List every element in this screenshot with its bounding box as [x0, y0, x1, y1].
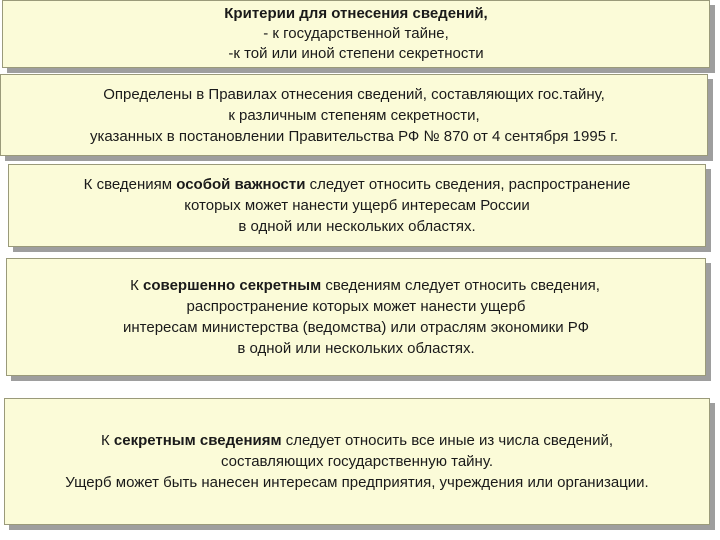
top-secret-prefix: К — [130, 277, 144, 294]
rules-line-2: к различным степеням секретности, — [228, 106, 480, 124]
special-importance-suffix: следует относить сведения, распространение — [305, 176, 631, 193]
top-secret-line-2: распространение которых может нанести ущерб — [186, 298, 526, 315]
secret-line-3: Ущерб может быть нанесен интересам предприятия, учреждения или организации. — [65, 474, 649, 491]
special-importance-term: особой важности — [176, 176, 306, 193]
special-importance-line-2: которых может нанести ущерб интересам России — [184, 197, 530, 214]
top-secret-line-1 — [7, 275, 705, 296]
rules-line-3: указанных в постановлении Правительства РФ № 870 от 4 сентября 1995 г. — [89, 127, 619, 145]
secret-suffix: следует относить все иные из числа сведений, — [281, 432, 613, 449]
special-importance-box — [8, 164, 706, 247]
special-importance-line-1 — [9, 174, 705, 195]
secret-line-2: составляющих государственную тайну. — [221, 453, 493, 470]
special-importance-line-3: в одной или нескольких областях. — [238, 218, 476, 235]
top-secret-term: совершенно секретным — [143, 277, 322, 294]
top-secret-line-3: интересам министерства (ведомства) или отраслям экономики РФ — [122, 319, 590, 336]
top-secret-box — [6, 258, 706, 376]
criteria-box — [2, 0, 710, 68]
secret-term: секретным сведениям — [113, 432, 282, 449]
secret-prefix: К — [101, 432, 114, 449]
rules-box — [0, 74, 708, 156]
criteria-state-secret: - к государственной тайне, — [263, 25, 449, 42]
special-importance-prefix: К сведениям — [83, 176, 177, 193]
secret-line-1 — [5, 430, 709, 451]
top-secret-line-4: в одной или нескольких областях. — [237, 340, 475, 357]
top-secret-suffix: сведениям следует относить сведения, — [321, 277, 600, 294]
criteria-title: Критерии для отнесения сведений, — [224, 5, 488, 22]
rules-line-1: Определены в Правилах отнесения сведений, составляющих гос.тайну, — [103, 85, 605, 103]
secret-box — [4, 398, 710, 525]
criteria-secrecy-degree: -к той или иной степени секретности — [228, 45, 484, 62]
